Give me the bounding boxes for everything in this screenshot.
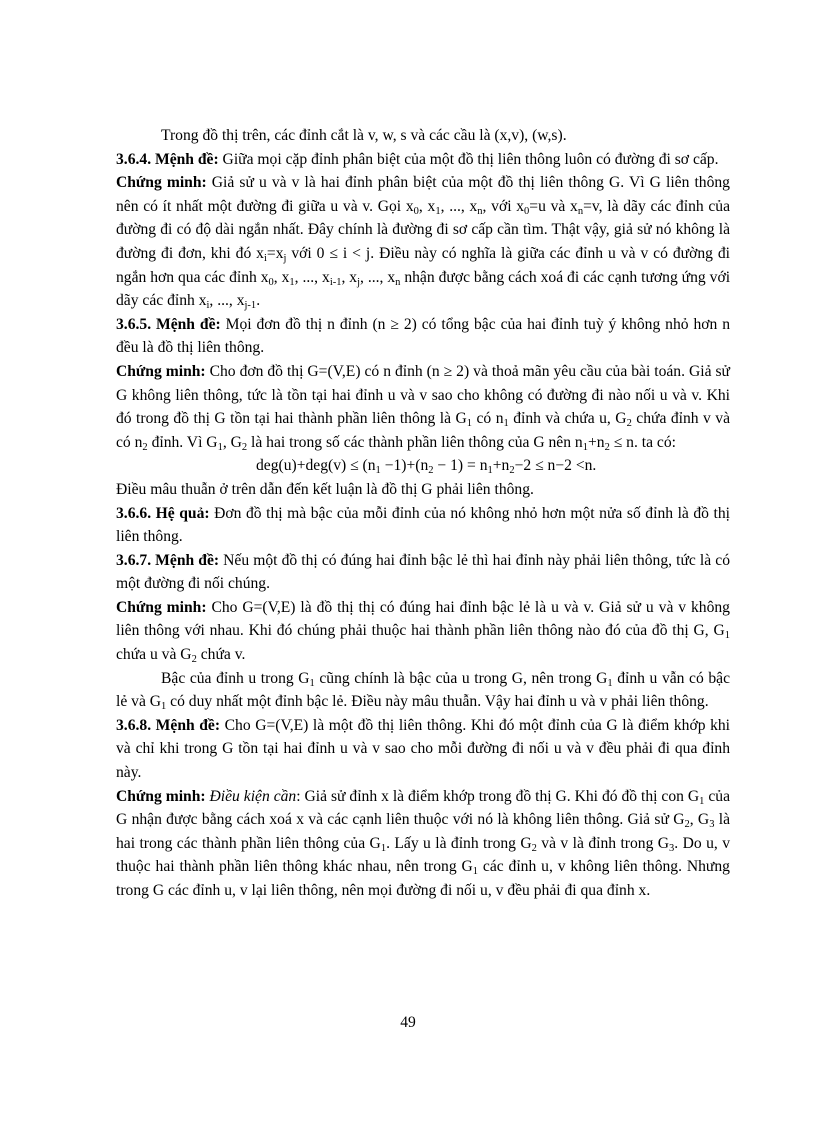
subscript: 2 [509,465,515,477]
proof-3-6-8 [116,785,730,903]
proof-text: và v là đỉnh trong G [536,834,670,852]
proof-text: chứa đỉnh v và có n [116,410,730,451]
subscript: 0 [413,205,419,217]
proof-text: : Giả sử đỉnh x là điểm khớp trong đồ thị G. Khi đó đồ thị con G [296,787,700,805]
proof-text: =x [266,244,284,262]
proof-text: , G [222,433,242,451]
proof-text: là hai trong số các thành phần liên thông của G nên n [247,433,583,451]
intro-paragraph: Trong đồ thị trên, các đỉnh cắt là v, w, s và các cầu là (x,v), (w,s). [161,127,567,144]
proposition-heading: 3.6.7. Mệnh đề: [116,551,220,569]
proof-text: có n [472,410,504,428]
subscript: 1 [607,677,613,689]
proposition-3-6-5 [116,313,730,360]
proposition-3-6-4 [116,148,730,172]
subscript: i [263,252,267,264]
proof-text: , G [689,811,710,829]
proof-text: . [256,292,261,310]
page-number: 49 [400,1014,416,1031]
proof-text: chứa u và G [116,646,192,664]
proposition-text: Mọi đơn đồ thị n đỉnh (n ≥ 2) có tổng bậc của hai đỉnh tuỳ ý không nhỏ hơn n đều là đồ thị liên thông. [116,315,731,357]
formula-text: − 1) = n [433,457,488,475]
subscript: 0 [268,276,274,288]
subscript: 2 [191,654,197,666]
proof-text: Cho đơn đồ thị G=(V,E) có n đỉnh (n ≥ 2) và thoả mãn yêu cầu của bài toán. Giả sử G không liên thông, tức là tồn tại hai đỉnh u và v sao cho không có đường đi nào nối u và v. Khi đó trong đồ thị G tồn tại hai thành phần liên thông là G [116,362,730,428]
proof-text: , x [273,268,290,286]
formula-text: +n [492,457,510,475]
subscript: j-1 [244,300,257,312]
proposition-text: Giữa mọi cặp đỉnh phân biệt của một đồ thị liên thông luôn có đường đi sơ cấp. [218,150,719,168]
proof-text: , với x [482,197,525,215]
subscript: 0 [524,205,530,217]
proof-text: , x [418,197,436,215]
subscript: 1 [724,630,730,642]
proposition-text: Cho G=(V,E) là một đồ thị liên thông. Khi đó một đỉnh của G là điểm khớp khi và chỉ khi trong G tồn tại hai đỉnh u và v sao cho mỗi đường đi nối u và v đều phải đi qua đỉnh này. [116,716,731,782]
proof-3-6-7-continued [116,667,730,714]
proof-3-6-4 [116,171,730,313]
proof-label: Chứng minh: [116,174,207,192]
formula-text: −2 ≤ n−2 <n. [514,457,597,475]
subscript: i [206,300,210,312]
proof-text: của G nhận được bằng cách xoá x và các cạnh liên thuộc với nó là không liên thông. Giả sử G [116,787,730,829]
proof-text: , ..., x [360,268,396,286]
subscript: n [477,205,483,217]
corollary-heading: 3.6.6. Hệ quả: [116,504,210,522]
subscript: n [577,205,584,217]
proof-text: . Do u, v thuộc hai thành phần liên thông khác nhau, nên trong G [116,834,730,876]
subscript: 1 [503,418,509,430]
proof-text: đỉnh u vẫn có bậc lẻ và G [116,669,731,711]
subscript: 2 [531,842,537,854]
proof-text: với 0 ≤ i < j. Điều này có nghĩa là giữa các đỉnh u và v có đường đi ngắn hơn qua các đỉnh x [116,244,730,286]
proposition-heading: 3.6.8. Mệnh đề: [116,716,221,734]
subscript: 2 [428,465,434,477]
subscript: i-1 [329,276,342,288]
proof-label: Chứng minh: [116,598,207,616]
subscript: 3 [669,842,675,854]
conclusion-3-6-5: Điều mâu thuẫn ở trên dẫn đến kết luận là đồ thị G phải liên thông. [116,480,534,498]
proof-3-6-5 [116,360,730,454]
proof-text: , ..., x [209,292,245,310]
subscript: 1 [161,701,167,713]
necessary-condition-label: Điều kiện cần [209,787,297,805]
subscript: 3 [709,819,715,831]
corollary-text: Đơn đồ thị mà bậc của mỗi đỉnh của nó không nhỏ hơn một nửa số đỉnh là đồ thị liên thông. [116,504,730,546]
subscript: 2 [241,441,248,453]
proof-label: Chứng minh: [116,787,206,805]
proof-3-6-7 [116,596,730,667]
subscript: 1 [466,418,473,430]
proof-text: nhận được bằng cách xoá đi các cạnh tương ứng với dãy các đỉnh x [116,268,731,310]
subscript: 1 [699,795,705,807]
subscript: 1 [375,465,381,477]
subscript: 1 [472,866,479,878]
proof-text: các đỉnh u, v không liên thông. Nhưng trong G các đỉnh u, v lại liên thông, nên mọi đường đi nối u, v đều phải đi qua đỉnh x. [116,858,730,899]
proof-label: Chứng minh: [116,362,206,380]
proof-text: ≤ n. ta có: [609,433,676,451]
degree-formula [116,454,730,478]
proof-text: Giả sử u và v là hai đỉnh phân biệt của một đồ thị liên thông G. Vì G liên thông nên có ít nhất một đường đi giữa u và v. Gọi x [116,174,730,215]
subscript: 1 [435,205,441,217]
proposition-3-6-8 [116,714,730,785]
subscript: 2 [604,441,610,453]
subscript: 1 [487,465,493,477]
proof-text: Cho G=(V,E) là đồ thị thị có đúng hai đỉnh bậc lẻ là u và v. Giả sử u và v không liên thông với nhau. Khi đó chúng phải thuộc hai thành phần liên thông nào đó của đồ thị G, G [116,598,730,640]
subscript: j [283,252,287,264]
proof-text: Bậc của đỉnh u trong G [161,669,310,687]
subscript: 2 [684,819,690,831]
proof-text: =v, là dãy các đỉnh của đường đi có độ dài ngắn nhất. Đây chính là đường đi sơ cấp cần tìm. Thật vậy, giả sử nó không là đường đi đơn, khi đó x [116,197,731,262]
proof-text: cũng chính là bậc của u trong G, nên trong G [314,669,608,687]
proposition-heading: 3.6.5. Mệnh đề: [116,315,221,333]
proof-text: là hai trong các thành phần liên thông của G [116,811,730,852]
proof-text: đỉnh. Vì G [147,433,218,451]
proof-text: =u và x [529,197,578,215]
proof-text: , ..., x [294,268,330,286]
subscript: 2 [142,441,148,453]
proposition-heading: 3.6.4. Mệnh đề: [116,150,219,168]
proof-text: chứa v. [196,646,246,664]
subscript: 1 [582,441,588,453]
proof-text: , ..., x [440,197,478,215]
subscript: j [357,276,361,288]
document-page [116,124,730,903]
subscript: 1 [217,441,223,453]
subscript: 1 [309,677,315,689]
subscript: 1 [380,842,387,854]
proof-text: . Lấy u là đỉnh trong G [386,834,532,852]
formula-text: deg(u)+deg(v) ≤ (n [256,457,376,475]
proof-text: , x [341,268,358,286]
proof-text: đỉnh và chứa u, G [508,410,627,428]
subscript: n [395,276,401,288]
proof-text: +n [587,433,605,451]
proposition-text: Nếu một đồ thị có đúng hai đỉnh bậc lẻ thì hai đỉnh này phải liên thông, tức là có một đường đi nối chúng. [116,551,730,593]
proposition-3-6-7 [116,549,730,596]
subscript: 2 [626,418,632,430]
proof-text: có duy nhất một đỉnh bậc lẻ. Điều này mâu thuẫn. Vậy hai đỉnh u và v phải liên thông. [166,693,709,711]
corollary-3-6-6 [116,502,730,549]
formula-text: −1)+(n [380,457,429,475]
subscript: 1 [289,276,295,288]
